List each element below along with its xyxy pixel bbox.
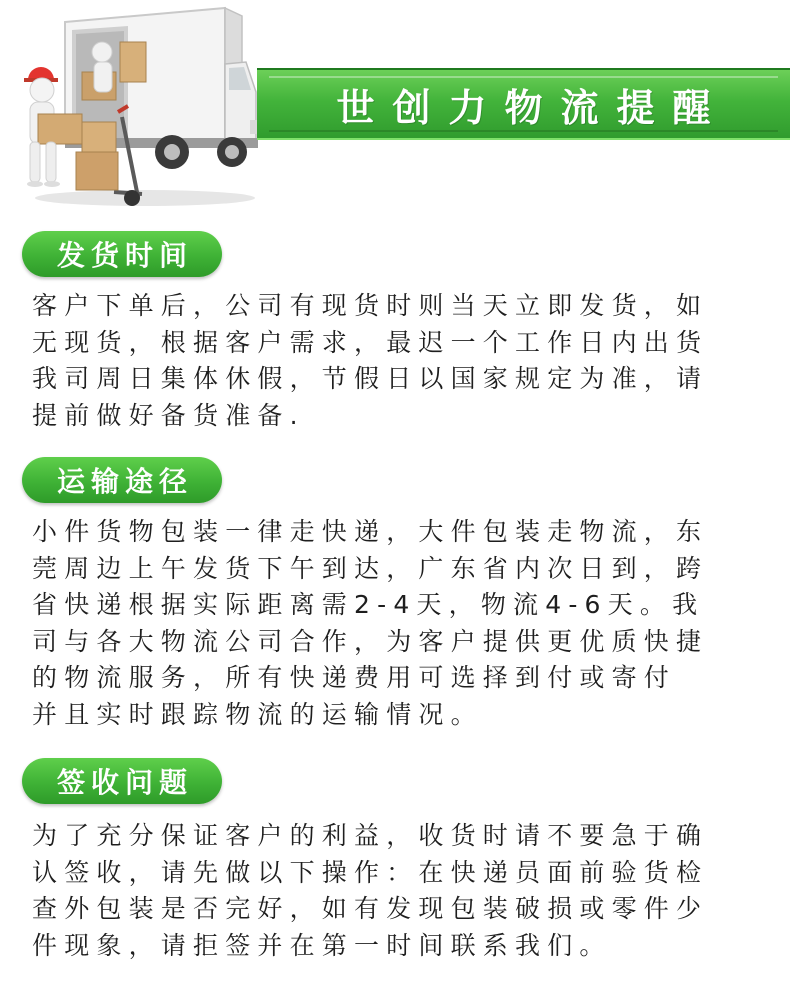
paragraph-line: 并且实时跟踪物流的运输情况。 xyxy=(32,699,483,729)
paragraph-line: 客户下单后，公司有现货时则当天立即发货，如 xyxy=(32,291,709,320)
paragraph-line: 莞周边上午发货下午到达，广东省内次日到，跨 xyxy=(32,553,709,583)
paragraph-line: 提前做好备货准备. xyxy=(32,400,305,430)
title-banner xyxy=(257,68,790,140)
section-body-receipt-issues xyxy=(32,818,772,964)
paragraph-line: 为了充分保证客户的利益，收货时请不要急于确 xyxy=(32,821,709,850)
paragraph-line: 司与各大物流公司合作，为客户提供更优质快捷 xyxy=(32,626,709,656)
paragraph-line: 无现货，根据客户需求，最迟一个工作日内出货 xyxy=(32,327,709,357)
paragraph-line: 省快递根据实际距离需2-4天，物流4-6天。我 xyxy=(32,590,705,619)
section-heading-receipt-issues xyxy=(22,758,222,804)
section-body-transport-method xyxy=(32,514,772,733)
paragraph-line: 查外包装是否完好，如有发现包装破损或零件少 xyxy=(32,894,709,923)
page-title: 世创力物流提醒 xyxy=(336,85,729,130)
paragraph-line: 小件货物包装一律走快递，大件包装走物流，东 xyxy=(32,517,709,546)
paragraph-line: 认签收，请先做以下操作：在快递员面前验货检 xyxy=(32,857,709,887)
paragraph-line: 我司周日集体休假，节假日以国家规定为准，请 xyxy=(32,364,709,393)
section-heading-shipping-time xyxy=(22,231,222,277)
delivery-truck-illustration xyxy=(10,2,260,212)
paragraph-line: 件现象，请拒签并在第一时间联系我们。 xyxy=(32,930,612,960)
section-heading-transport-method xyxy=(22,457,222,503)
header-hero xyxy=(0,0,790,215)
section-heading-label: 运输途径 xyxy=(56,465,193,498)
section-heading-label: 签收问题 xyxy=(56,766,193,799)
section-body-shipping-time xyxy=(32,288,772,434)
section-heading-label: 发货时间 xyxy=(56,239,193,272)
paragraph-line: 的物流服务，所有快递费用可选择到付或寄付 xyxy=(32,663,677,692)
